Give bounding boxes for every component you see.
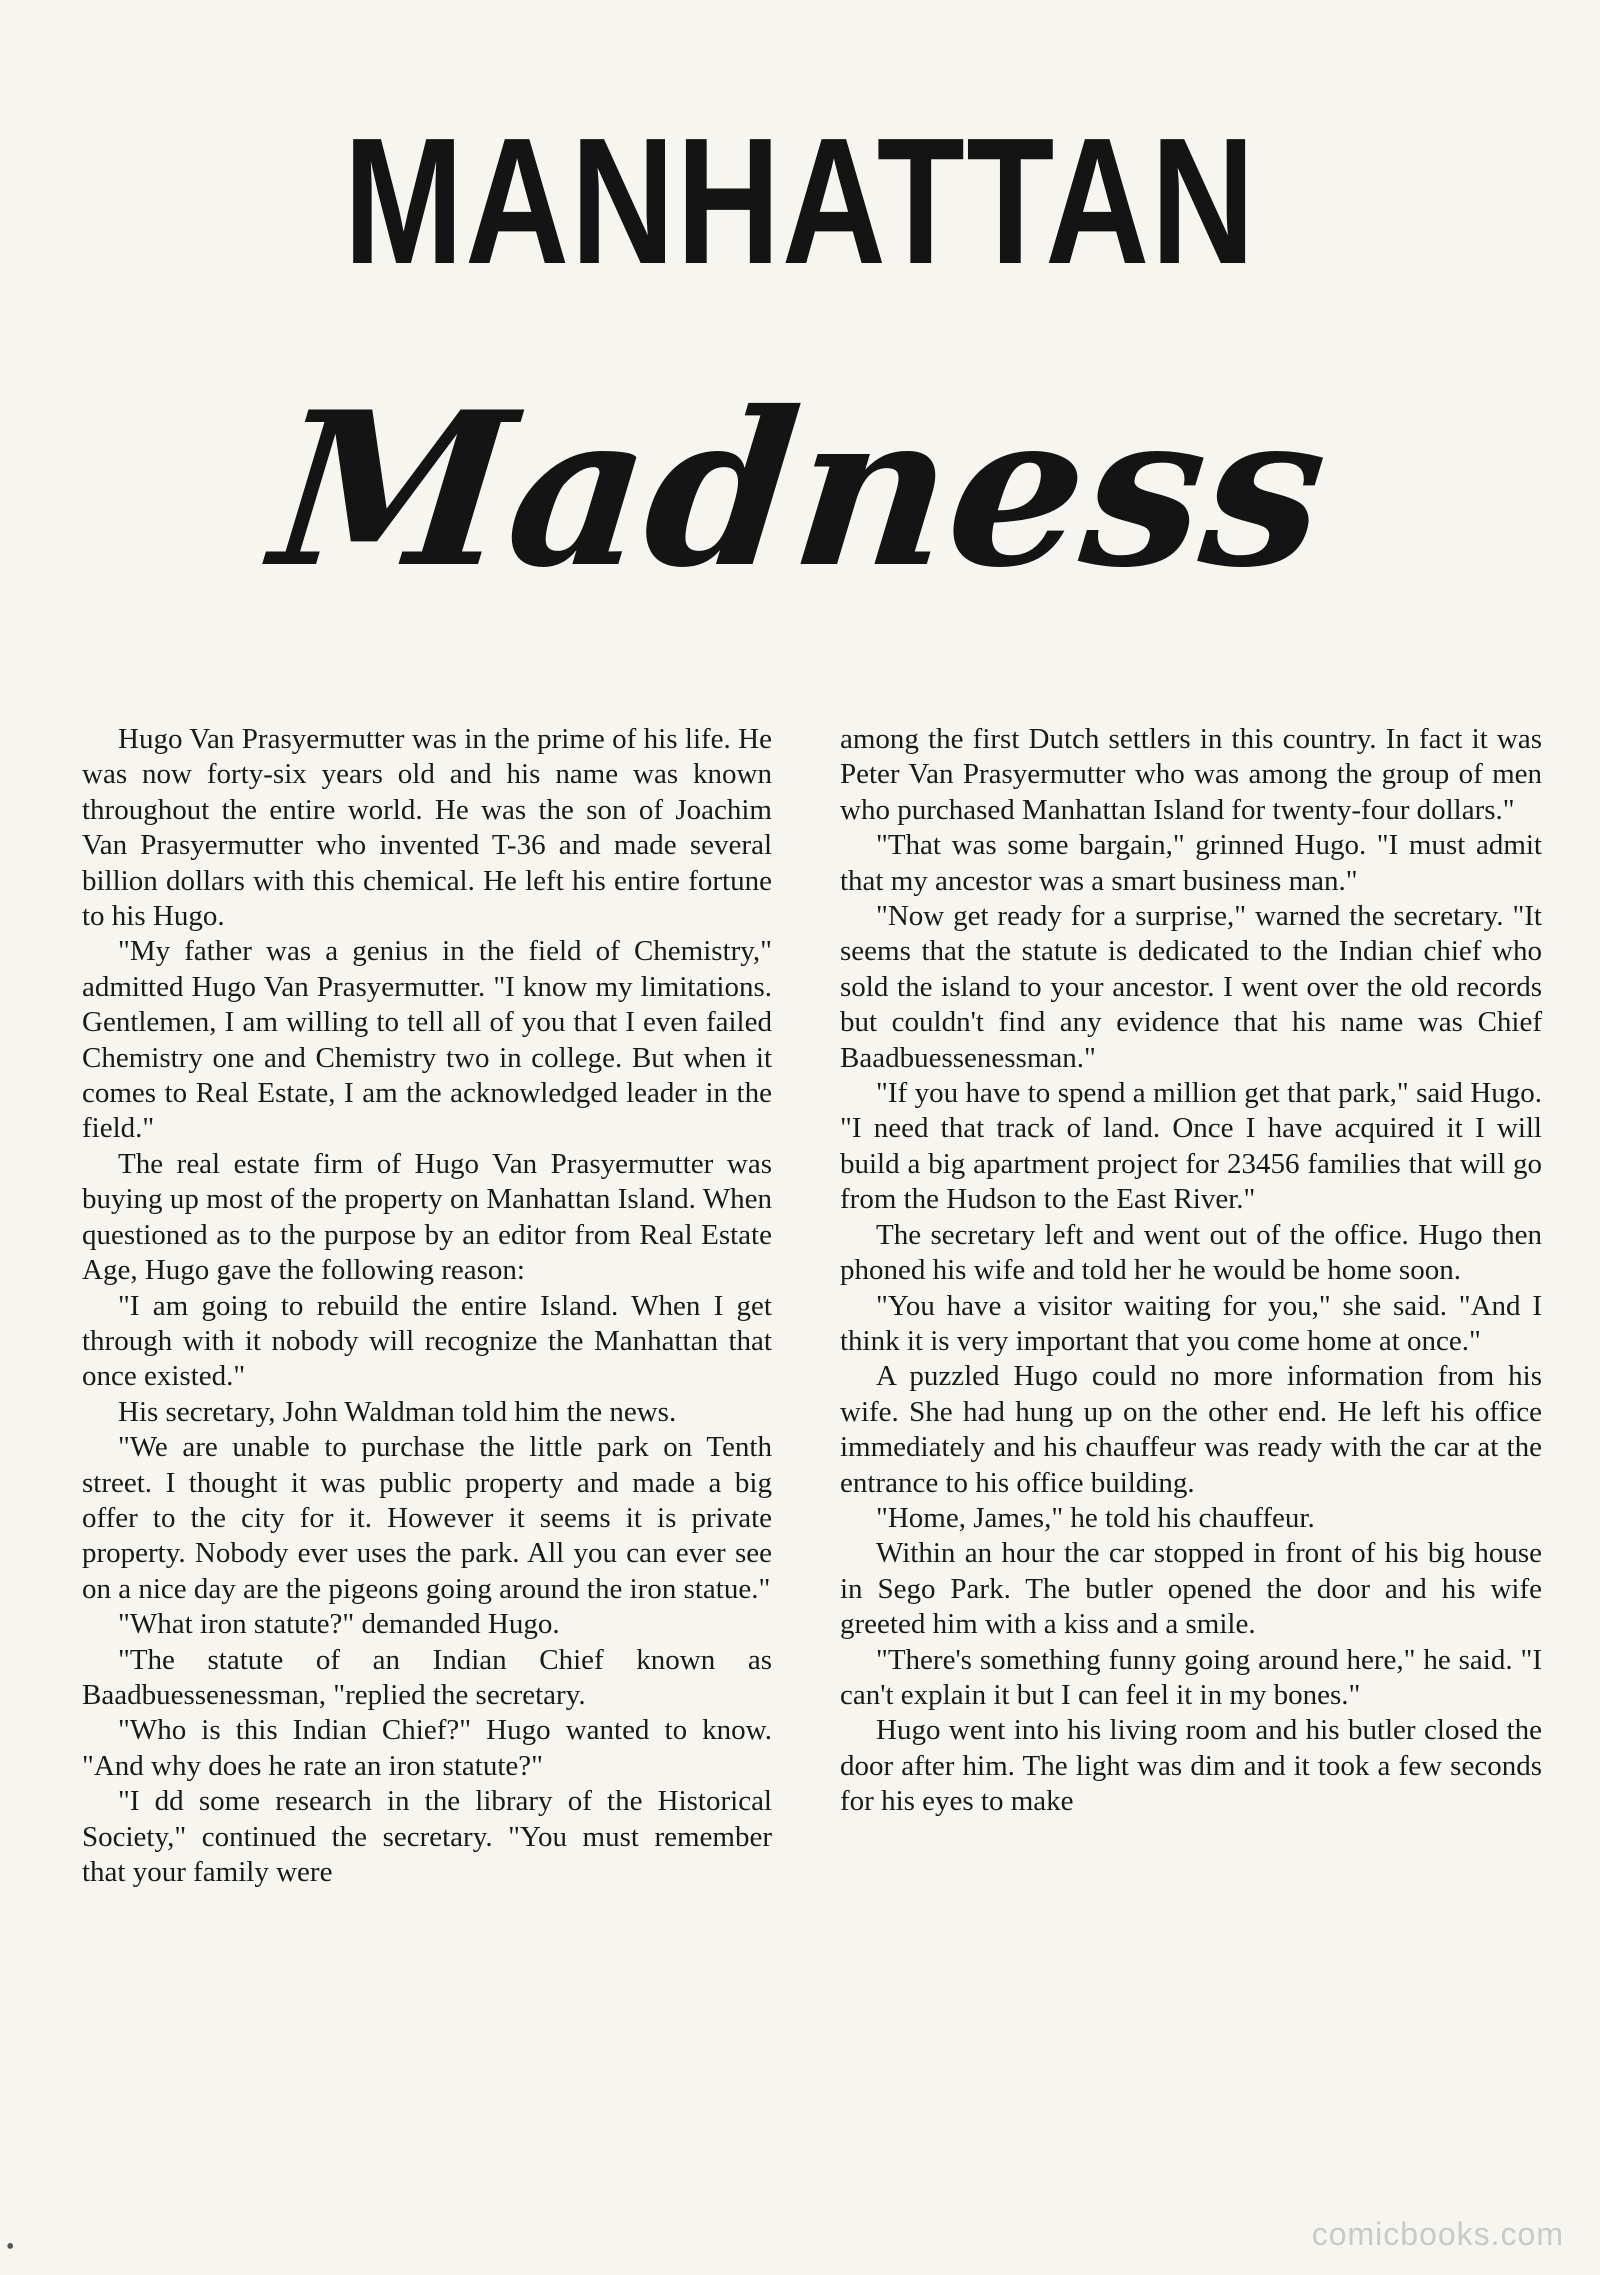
watermark: comicbooks.com (1311, 2216, 1564, 2252)
right-column (840, 722, 1542, 1820)
paragraph: "I dd some research in the library of the Historical Society," continued the secretary. "You must remember that your family were (82, 1785, 772, 1888)
paragraph: "Home, James," he told his chauffeur. (876, 1501, 1315, 1534)
title-script-subheading: Madness (262, 365, 1338, 614)
paragraph: His secretary, John Waldman told him the news. (118, 1395, 677, 1428)
paragraph: "We are unable to purchase the little park on Tenth street. I thought it was public property and made a big offer to the city for it. However it seems it is private property. Nobody ever uses the park. All you can ever see on a nice day are the pigeons going around the iron statue." (82, 1431, 772, 1605)
paragraph: "What iron statute?" demanded Hugo. (118, 1608, 560, 1641)
title-heading: MANHATTAN (343, 101, 1257, 302)
paragraph: Hugo Van Prasyermutter was in the prime of his life. He was now forty-six years old and his name was known throughout the entire world. He was the son of Joachim Van Prasyermutter who invented T-36 and made several billion dollars with this chemical. He left his entire fortune to his Hugo. (82, 723, 772, 933)
paragraph: "You have a visitor waiting for you," she said. "And I think it is very important that you come home at once." (840, 1289, 1542, 1357)
paragraph-continuation: among the first Dutch settlers in this country. In fact it was Peter Van Prasyermutter who was among the group of men who purchased Manhattan Island for twenty-four dollars." (840, 723, 1542, 826)
paragraph: The real estate firm of Hugo Van Prasyermutter was buying up most of the property on Manhattan Island. When questioned as to the purpose by an editor from Real Estate Age, Hugo gave the following reason: (82, 1147, 772, 1287)
paragraph: "The statute of an Indian Chief known as Baadbuessenessman, "replied the secretary. (82, 1643, 772, 1711)
paragraph: "There's something funny going around here," he said. "I can't explain it but I can feel it in my bones." (840, 1643, 1542, 1711)
paragraph: "My father was a genius in the field of Chemistry," admitted Hugo Van Prasyermutter. "I know my limitations. Gentlemen, I am willing to tell all of you that I even failed Chemistry one and Chemistry two in college. But when it comes to Real Estate, I am the acknowledged leader in the field." (82, 935, 772, 1145)
paragraph: Hugo went into his living room and his butler closed the door after him. The light was dim and it took a few seconds for his eyes to make (840, 1714, 1542, 1818)
left-column (82, 722, 772, 1890)
paragraph: "I am going to rebuild the entire Island. When I get through with it nobody will recognize the Manhattan that once existed." (82, 1289, 772, 1393)
paragraph: The secretary left and went out of the office. Hugo then phoned his wife and told her he would be home soon. (840, 1218, 1542, 1287)
paragraph: "Who is this Indian Chief?" Hugo wanted to know. "And why does he rate an iron statute?" (82, 1714, 772, 1782)
page-corner-mark: • (6, 2234, 15, 2260)
paragraph: Within an hour the car stopped in front of his big house in Sego Park. The butler opened the door and his wife greeted him with a kiss and a smile. (840, 1537, 1542, 1641)
paragraph: "Now get ready for a surprise," warned the secretary. "It seems that the statute is dedicated to the Indian chief who sold the island to your ancestor. I went over the old records but couldn't find any evidence that his name was Chief Baadbuessenessman." (840, 900, 1542, 1074)
paragraph: "If you have to spend a million get that park," said Hugo. "I need that track of land. Once I have acquired it I will build a big apartment project for 23456 families that will go from the Hudson to the East River." (840, 1077, 1542, 1216)
paragraph: A puzzled Hugo could no more information from his wife. She had hung up on the other end. He left his office immediately and his chauffeur was ready with the car at the entrance to his office building. (840, 1360, 1542, 1499)
paragraph: "That was some bargain," grinned Hugo. "I must admit that my ancestor was a smart business man." (840, 829, 1542, 897)
